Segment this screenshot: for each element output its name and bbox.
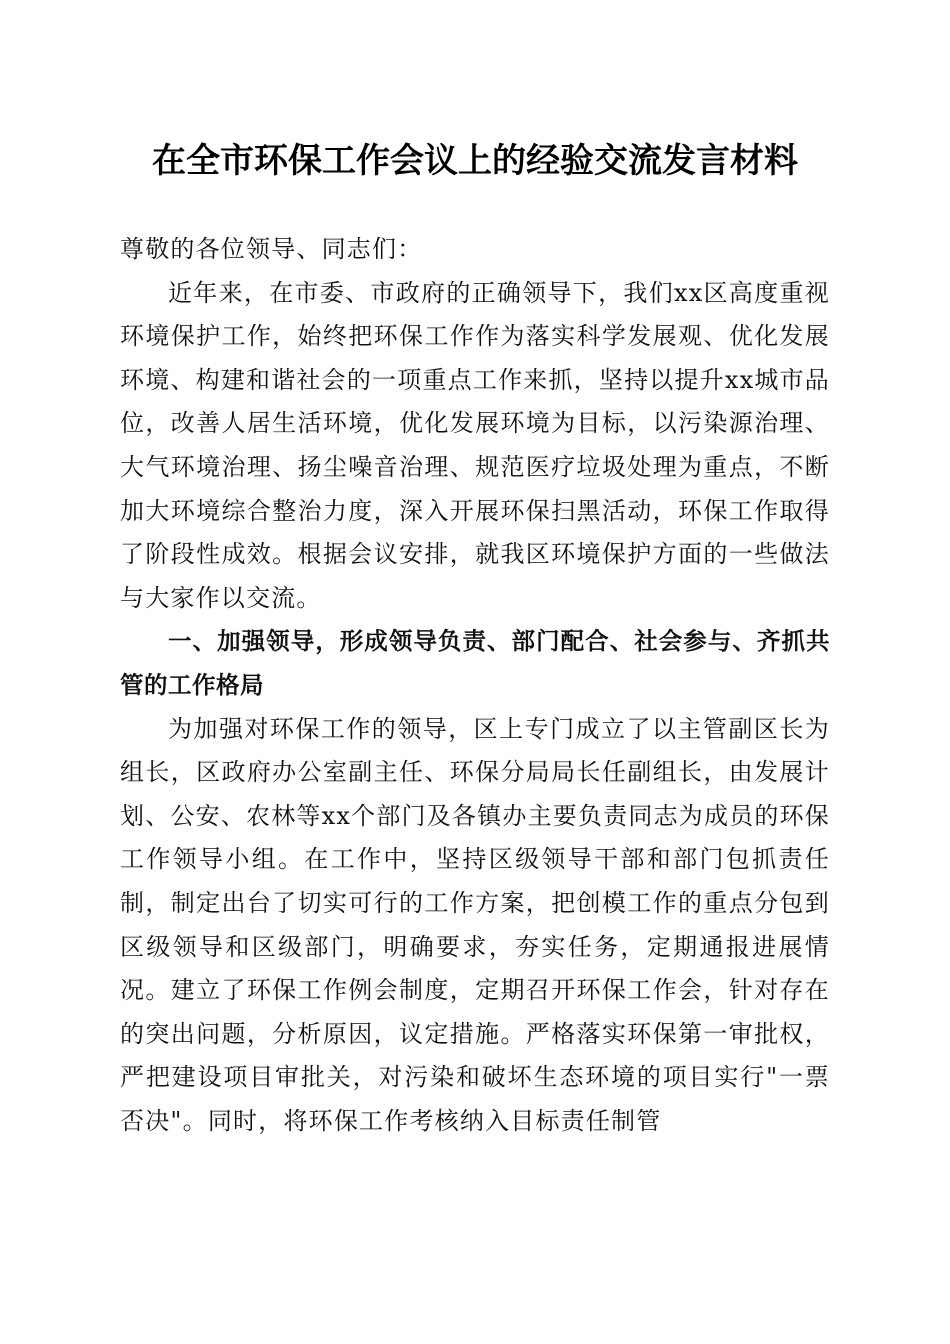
document-body bbox=[120, 228, 830, 1143]
paragraph-intro: 近年来，在市委、市政府的正确领导下，我们xx区高度重视环境保护工作，始终把环保工作作为落实科学发展观、优化发展环境、构建和谐社会的一项重点工作来抓，坚持以提升xx城市品位，改善人居生活环境，优化发展环境为目标，以污染源治理、大气环境治理、扬尘噪音治理、规范医疗垃圾处理为重点，不断加大环境综合整治力度，深入开展环保扫黑活动，环保工作取得了阶段性成效。根据会议安排，就我区环境保护方面的一些做法与大家作以交流。 bbox=[120, 278, 830, 612]
section-heading-1: 一、加强领导，形成领导负责、部门配合、社会参与、齐抓共管的工作格局 bbox=[120, 627, 830, 699]
document-title: 在全市环保工作会议上的经验交流发言材料 bbox=[152, 141, 798, 181]
paragraph-section-1: 为加强对环保工作的领导，区上专门成立了以主管副区长为组长，区政府办公室副主任、环保分局局长任副组长，由发展计划、公安、农林等xx个部门及各镇办主要负责同志为成员的环保工作领导小组。在工作中，坚持区级领导干部和部门包抓责任制，制定出台了切实可行的工作方案，把创模工作的重点分包到区级领导和区级部门，明确要求，夯实任务，定期通报进展情况。建立了环保工作例会制度，定期召开环保工作会，针对存在的突出问题，分析原因，议定措施。严格落实环保第一审批权，严把建设项目审批关，对污染和破坏生态环境的项目实行"一票否决"。同时，将环保工作考核纳入目标责任制管 bbox=[120, 714, 830, 1135]
salutation: 尊敬的各位领导、同志们： bbox=[120, 235, 423, 263]
